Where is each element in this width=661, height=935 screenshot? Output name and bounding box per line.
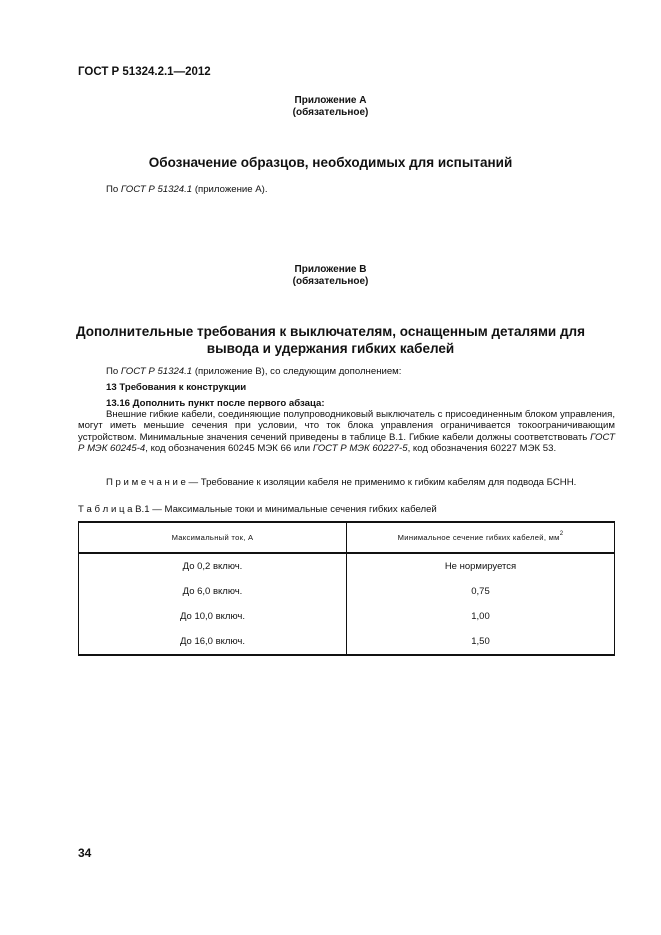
unit-superscript: 2 [559,531,564,537]
table-cell: До 10,0 включ. [79,604,347,629]
appendix-b-intro-prefix: По [106,366,121,377]
note-text: — Требование к изоляции кабеля не применимо к гибким кабелям для подвода БСНН. [185,477,577,488]
table-header-text: Минимальное сечение гибких кабелей, мм [397,533,560,542]
note-label: П р и м е ч а н и е [106,477,186,488]
page-number: 34 [78,846,92,860]
data-table [78,521,615,656]
appendix-b-title-line2: вывода и удержания гибких кабелей [206,341,455,356]
table-cell: 1,50 [347,629,615,655]
appendix-a-text [106,184,268,195]
table-row [79,553,615,579]
clause-13-16-heading: 13.16 Дополнить пункт после первого абзаца: [106,398,325,409]
table-cell: До 0,2 включ. [79,553,347,579]
appendix-a-text-prefix: По [106,184,121,195]
paragraph-ref2: ГОСТ Р МЭК 60227-5 [312,443,408,455]
appendix-a-status: (обязательное) [292,107,369,118]
table-row [79,629,615,655]
appendix-b-intro-ref: ГОСТ Р 51324.1 [120,366,193,377]
table-caption [78,504,437,515]
appendix-b-intro-suffix: (приложение В), со следующим дополнением: [192,366,402,377]
table-header-cell [347,522,615,553]
table-cell: До 6,0 включ. [79,579,347,604]
appendix-a-title: Обозначение образцов, необходимых для испытаний [148,155,513,170]
paragraph-part1: Внешние гибкие кабели, соединяющие полупроводниковый выключатель с присоединенным блоком управления, могут иметь меньшие сечения при условии, что ток блока управления ограничивается токоограничивающим устройством. Минимальные значения сечений приведены в таблице В.1. Гибкие кабели должны соответствовать [78,409,615,443]
paragraph-part3: , код обозначения 60227 МЭК 53. [407,443,557,455]
appendix-a-text-ref: ГОСТ Р 51324.1 [120,184,193,195]
table-cell: Не нормируется [347,553,615,579]
table-row [79,579,615,604]
appendix-a-text-suffix: (приложение А). [192,184,268,195]
paragraph-part2: , код обозначения 60245 МЭК 66 или [145,443,313,455]
appendix-b-title-line1: Дополнительные требования к выключателям, оснащенным деталями для [75,324,586,339]
appendix-b-status: (обязательное) [292,276,369,287]
table-caption-text: В.1 — Максимальные токи и минимальные сечения гибких кабелей [132,504,437,515]
table-header-row [79,522,615,553]
appendix-b-intro [106,366,401,377]
table-caption-label: Т а б л и ц а [78,504,133,515]
appendix-a-label: Приложение А [294,95,367,106]
document-header: ГОСТ Р 51324.2.1—2012 [78,66,211,78]
clause-13-heading: 13 Требования к конструкции [106,382,247,393]
paragraph-ref1: ГОСТ Р МЭК 60245-4 [78,431,615,455]
clause-13-16-paragraph [78,409,615,455]
table-cell: До 16,0 включ. [79,629,347,655]
table-cell: 1,00 [347,604,615,629]
table-header-cell: Максимальный ток, А [79,522,347,553]
note [106,477,576,488]
appendix-b-label: Приложение В [294,264,367,275]
table-cell: 0,75 [347,579,615,604]
table-row [79,604,615,629]
